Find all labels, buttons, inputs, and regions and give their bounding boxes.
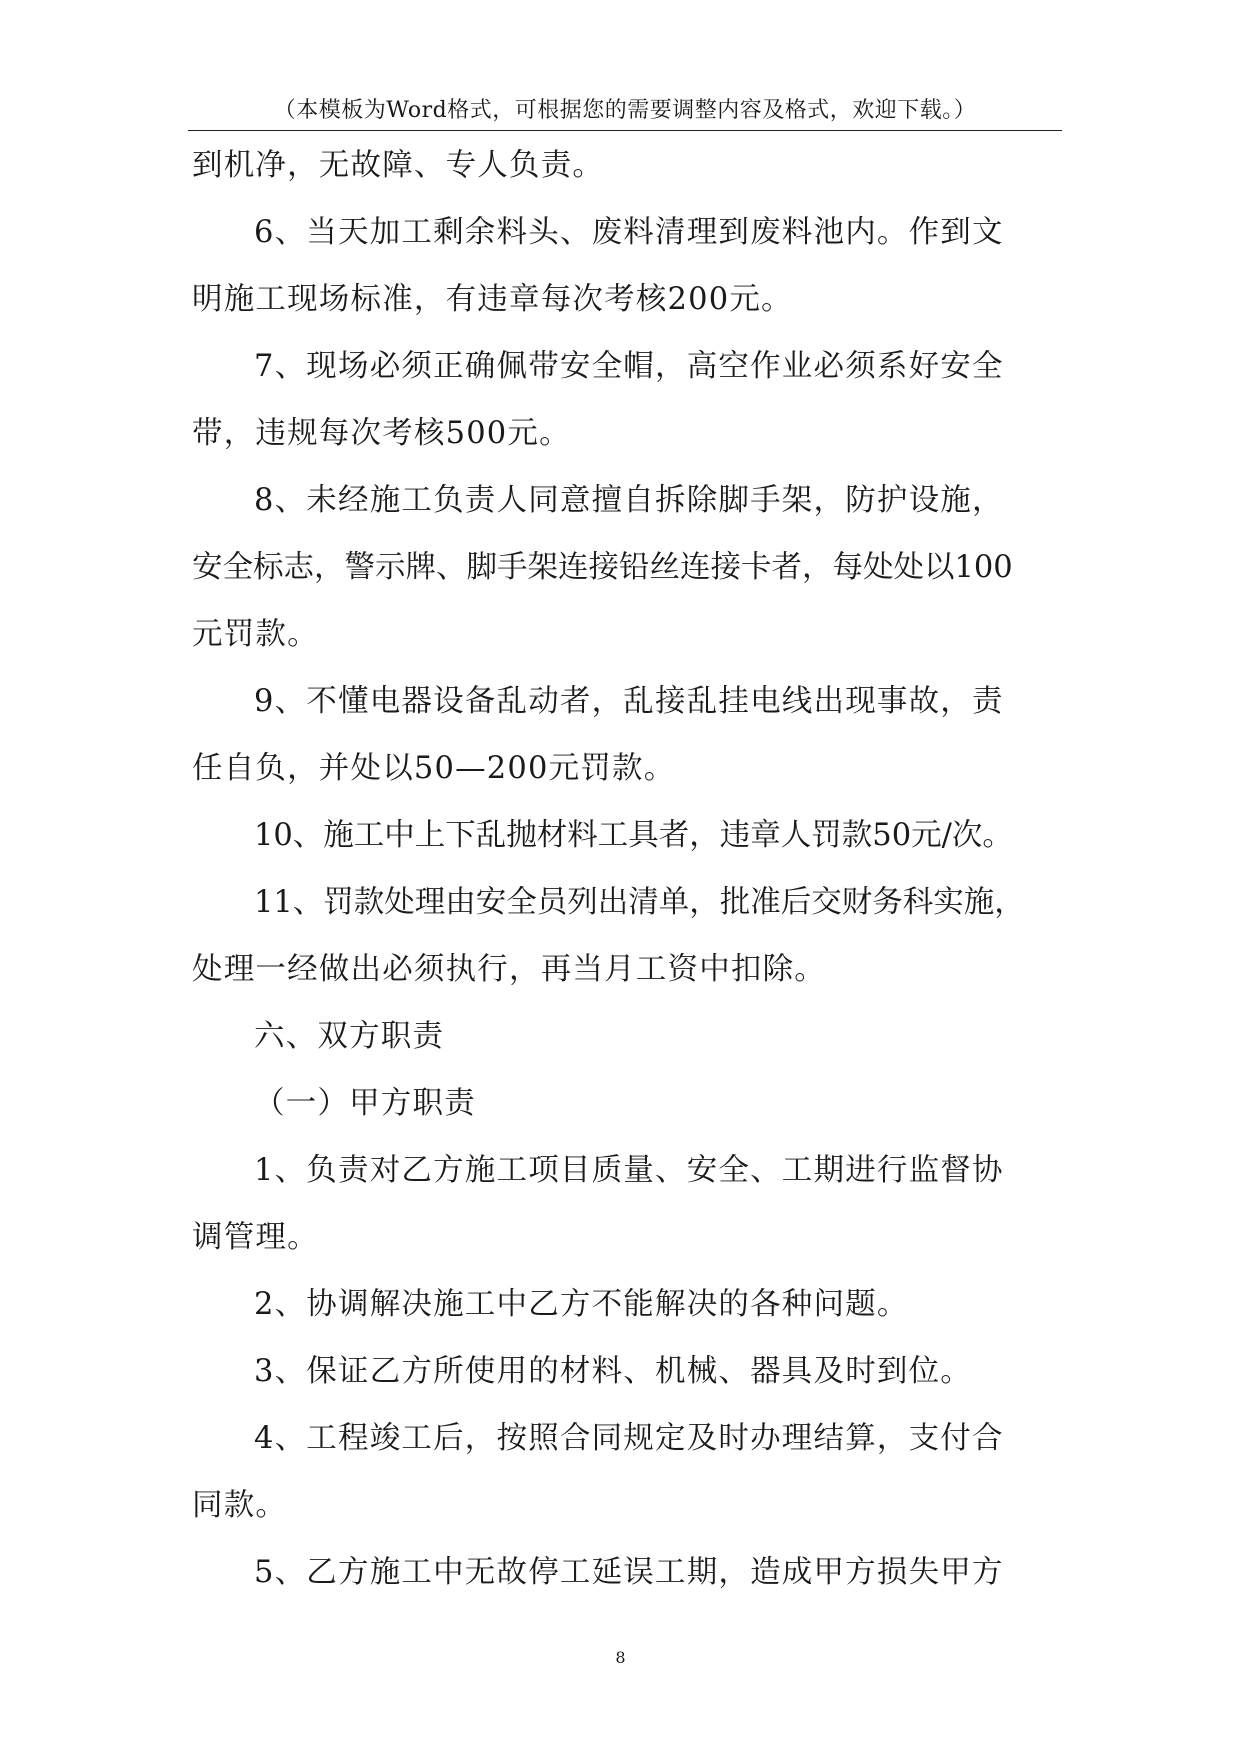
text-line: 11、罚款处理由安全员列出清单，批准后交财务科实施， [254,885,1025,920]
text-line: 8、未经施工负责人同意擅自拆除脚手架，防护设施， [254,483,1004,518]
text-line: 9、不懂电器设备乱动者，乱接乱挂电线出现事故，责 [254,684,1004,719]
text-line: 任自负，并处以50—200元罚款。 [192,751,676,786]
text-line: 6、当天加工剩余料头、废料清理到废料池内。作到文 [254,215,1004,250]
text-line: 3、保证乙方所使用的材料、机械、器具及时到位。 [254,1354,973,1389]
text-line: 明施工现场标准，有违章每次考核200元。 [192,282,793,317]
text-line: 安全标志，警示牌、脚手架连接铅丝连接卡者，每处处以100 [192,550,1013,585]
template-note: （本模板为Word格式，可根据您的需要调整内容及格式，欢迎下载。） [273,98,977,123]
text-line: 同款。 [192,1488,288,1523]
text-line: 带，违规每次考核500元。 [192,416,571,451]
page-number: 8 [615,1648,626,1667]
text-line: （一）甲方职责 [254,1086,476,1121]
text-line: 六、双方职责 [254,1019,445,1054]
text-line: 5、乙方施工中无故停工延误工期，造成甲方损失甲方 [254,1555,1004,1590]
text-line: 4、工程竣工后，按照合同规定及时办理结算，支付合 [254,1421,1004,1456]
document-body [192,150,1054,1624]
text-line: 到机净，无故障、专人负责。 [192,148,605,183]
text-line: 处理一经做出必须执行，再当月工资中扣除。 [192,952,826,987]
text-line: 1、负责对乙方施工项目质量、安全、工期进行监督协 [254,1153,1004,1188]
text-line: 元罚款。 [192,617,319,652]
text-line: 调管理。 [192,1220,319,1255]
header-divider [188,130,1062,131]
text-line: 7、现场必须正确佩带安全帽，高空作业必须系好安全 [254,349,1004,384]
text-line: 2、协调解决施工中乙方不能解决的各种问题。 [254,1287,909,1322]
text-line: 10、施工中上下乱抛材料工具者，违章人罚款50元/次。 [254,818,1013,853]
